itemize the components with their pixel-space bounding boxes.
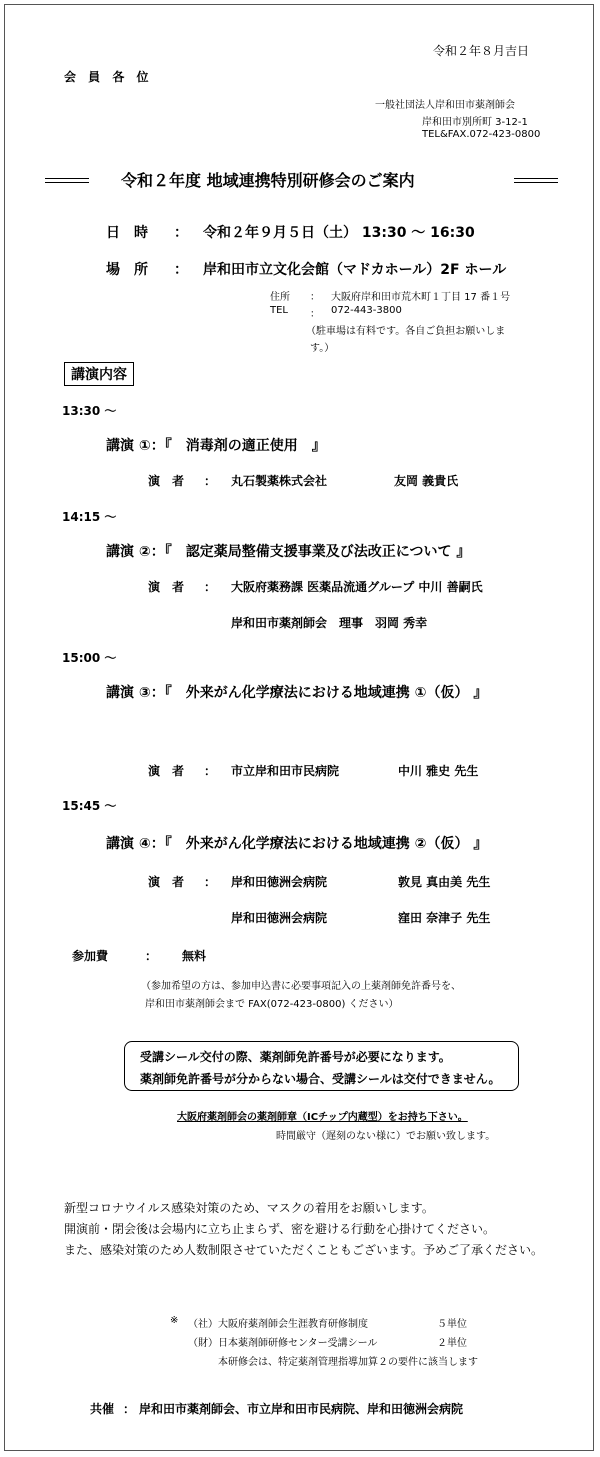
lecture-4-speaker-affiliation: 岸和田徳洲会病院 xyxy=(231,875,328,889)
covid-note-3: また、感染対策のため人数制限させていただくこともございます。予めご了承ください。 xyxy=(64,1243,544,1257)
lecture-4-speaker-label: 演 者 xyxy=(148,875,185,889)
credit-2-org: （財）日本薬剤師研修センター受講シール xyxy=(188,1338,378,1349)
bring-badge-note: 大阪府薬剤師会の薬剤師章（ICチップ内蔵型）をお持ち下さい。 xyxy=(177,1112,468,1123)
punctuality-note: 時間厳守（遅刻のない様に）でお願い致します。 xyxy=(276,1131,496,1142)
lecture-4-speaker2-affiliation: 岸和田徳洲会病院 xyxy=(231,911,328,925)
page-title: 令和２年度 地域連携特別研修会のご案内 xyxy=(121,171,415,190)
address-value: 大阪府岸和田市荒木町１丁目 17 番１号 xyxy=(331,292,511,303)
lecture-3-speaker-name: 中川 雅史 先生 xyxy=(398,764,479,778)
address-label: 住所 xyxy=(270,292,290,303)
lecture-2-time: 14:15 ～ xyxy=(62,510,117,524)
tel-value: 072-443-3800 xyxy=(331,305,402,316)
lecture-4-speaker2-name: 窪田 奈津子 先生 xyxy=(398,911,491,925)
tel-label: TEL xyxy=(270,305,288,316)
lecture-3-speaker-sep: ： xyxy=(204,764,217,778)
lecture-4-speaker-sep: ： xyxy=(204,875,217,889)
sponsor-sep: ： xyxy=(123,1402,136,1416)
date-label: 日 時 xyxy=(106,225,148,241)
lecture-1-speaker-affiliation: 丸石製薬株式会社 xyxy=(231,474,328,488)
lecture-1-speaker-label: 演 者 xyxy=(148,474,185,488)
recipient: 会 員 各 位 xyxy=(64,70,153,84)
sponsor-label: 共催 xyxy=(90,1402,115,1416)
program-heading: 講演内容 xyxy=(64,362,134,386)
notice-line-1: 受講シール交付の際、薬剤師免許番号が必要になります。 xyxy=(140,1050,451,1064)
date-sep: ： xyxy=(174,225,188,241)
place-label: 場 所 xyxy=(106,262,148,278)
org-name: 一般社団法人岸和田市薬剤師会 xyxy=(375,100,515,111)
lecture-3-speaker-label: 演 者 xyxy=(148,764,185,778)
credit-1-units: ５単位 xyxy=(437,1319,467,1330)
org-contact: TEL&FAX.072-423-0800 xyxy=(422,129,541,140)
notice-line-2: 薬剤師免許番号が分からない場合、受講シールは交付できません。 xyxy=(140,1072,501,1086)
lecture-2-title: 講演 ②：『 認定薬局整備支援事業及び法改正について 』 xyxy=(106,544,471,560)
lecture-2-speaker2-affiliation: 岸和田市薬剤師会 理事 羽岡 秀幸 xyxy=(231,616,428,630)
fee-note-1: （参加希望の方は、参加申込書に必要事項記入の上薬剤師免許番号を、 xyxy=(141,981,461,992)
fee-sep: ： xyxy=(145,949,158,963)
parking-note-1: （駐車場は有料です。各自ご負担お願いしま xyxy=(306,326,506,337)
lecture-4-time: 15:45 ～ xyxy=(62,799,117,813)
sponsor-value: 岸和田市薬剤師会、市立岸和田市民病院、岸和田徳洲会病院 xyxy=(139,1402,464,1416)
address-sep: ： xyxy=(310,292,320,303)
title-rule-left xyxy=(45,178,89,183)
lecture-2-speaker-label: 演 者 xyxy=(148,580,185,594)
fee-label: 参加費 xyxy=(72,949,109,963)
covid-note-1: 新型コロナウイルス感染対策のため、マスクの着用をお願いします。 xyxy=(64,1201,434,1215)
fee-value: 無料 xyxy=(182,949,207,963)
credit-1-org: （社）大阪府薬剤師会生涯教育研修制度 xyxy=(188,1319,368,1330)
lecture-3-speaker-affiliation: 市立岸和田市民病院 xyxy=(231,764,340,778)
title-rule-right xyxy=(514,178,558,183)
fee-note-2: 岸和田市薬剤師会まで FAX(072-423-0800) ください） xyxy=(145,999,399,1010)
lecture-1-speaker-name: 友岡 義貴氏 xyxy=(394,474,459,488)
place-value: 岸和田市立文化会館（マドカホール）2F ホール xyxy=(203,262,507,278)
lecture-2-speaker-sep: ： xyxy=(204,580,217,594)
lecture-3-title: 講演 ③：『 外来がん化学療法における地域連携 ①（仮） 』 xyxy=(106,685,488,701)
credit-2-units: ２単位 xyxy=(437,1338,467,1349)
lecture-2-speaker-affiliation: 大阪府薬務課 医薬品流通グループ 中川 善嗣氏 xyxy=(231,580,483,594)
date-value: 令和２年９月５日（土） 13:30 ～ 16:30 xyxy=(203,225,475,241)
lecture-4-speaker-name: 敦見 真由美 先生 xyxy=(398,875,491,889)
issue-date: 令和２年８月吉日 xyxy=(433,44,530,58)
parking-note-2: す。） xyxy=(310,343,335,354)
lecture-1-title: 講演 ①：『 消毒剤の適正使用 』 xyxy=(106,438,326,454)
covid-note-2: 開演前・閉会後は会場内に立ち止まらず、密を避ける行動を心掛けてください。 xyxy=(64,1222,496,1236)
lecture-1-time: 13:30 ～ xyxy=(62,404,117,418)
org-address: 岸和田市別所町 3-12-1 xyxy=(422,117,528,128)
tel-sep: ： xyxy=(310,309,320,320)
credits-note: 本研修会は、特定薬剤管理指導加算２の要件に該当します xyxy=(218,1357,478,1368)
lecture-1-speaker-sep: ： xyxy=(204,474,217,488)
lecture-4-title: 講演 ④：『 外来がん化学療法における地域連携 ②（仮） 』 xyxy=(106,836,488,852)
place-sep: ： xyxy=(174,262,188,278)
lecture-3-time: 15:00 ～ xyxy=(62,651,117,665)
credits-mark: ※ xyxy=(170,1315,179,1326)
